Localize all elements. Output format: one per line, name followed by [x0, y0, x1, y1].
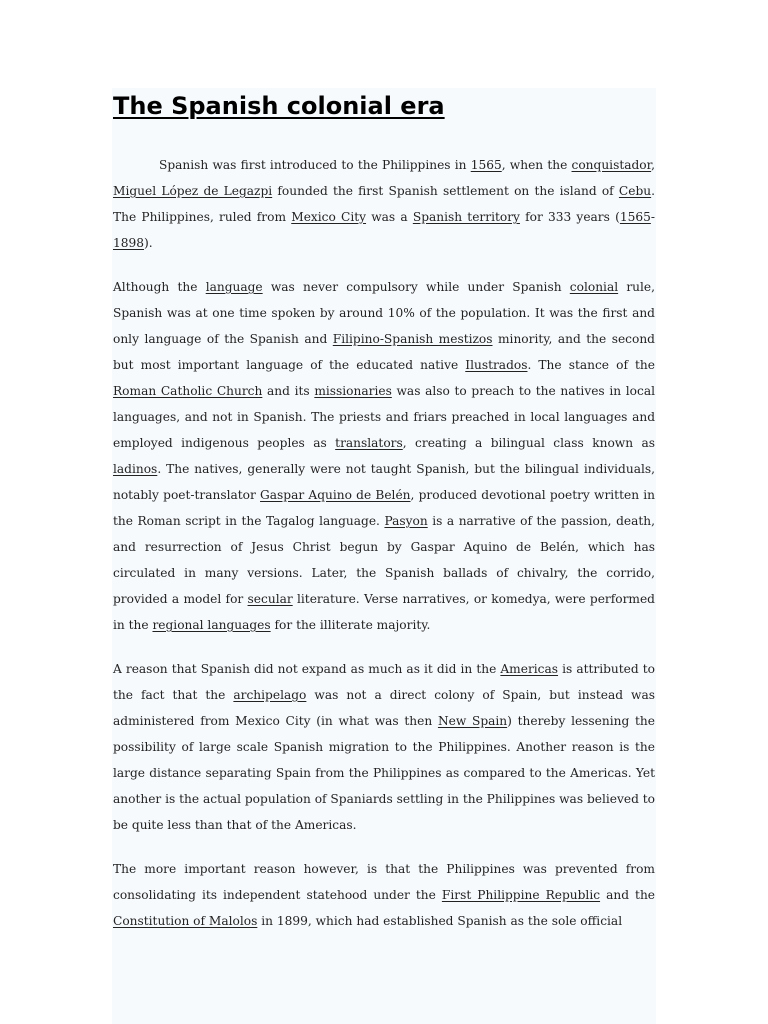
paragraph-text: in 1899, which had established Spanish as the sole official [257, 914, 623, 928]
paragraph-text: A reason that Spanish did not expand as much as it did in the [113, 662, 501, 676]
inline-link[interactable]: colonial [569, 280, 619, 294]
inline-link[interactable]: regional languages [152, 618, 271, 632]
inline-link[interactable]: Miguel López de Legazpi [113, 184, 273, 198]
paragraph [113, 152, 655, 256]
inline-link[interactable]: Americas [500, 662, 559, 676]
inline-link[interactable]: Ilustrados [465, 358, 528, 372]
inline-link[interactable]: archipelago [233, 688, 307, 702]
paragraph-text: was not a direct colony of Spain, but instead was administered from Mexico City (in what was then [113, 688, 655, 728]
paragraph-text: literature. Verse narratives, or komedya, were performed in the [113, 592, 655, 632]
document-page [112, 88, 656, 1024]
inline-link[interactable]: Roman Catholic Church [113, 384, 263, 398]
inline-link[interactable]: First Philippine Republic [441, 888, 601, 902]
inline-link[interactable]: Cebu [618, 184, 652, 198]
paragraph-text: , when the [501, 158, 572, 172]
inline-link[interactable]: conquistador [571, 158, 652, 172]
paragraph-text: The more important reason however, is that the Philippines was prevented from consolidating its independent statehood under the [113, 862, 655, 902]
inline-link[interactable]: New Spain [437, 714, 508, 728]
paragraph-text: was a [366, 210, 413, 224]
paragraph-text: was also to preach to the natives in local languages, and not in Spanish. The priests and friars preached in local languages and employed indigenous peoples as [113, 384, 655, 450]
paragraph-text: was never compulsory while under Spanish [262, 280, 570, 294]
paragraph [113, 656, 655, 838]
inline-link[interactable]: secular [247, 592, 293, 606]
paragraph-text: - [650, 210, 655, 224]
paragraph-text: , produced devotional poetry written in the Roman script in the Tagalog language. [113, 488, 655, 528]
article-body [113, 152, 655, 934]
paragraph-text: minority, and the second but most important language of the educated native [113, 332, 655, 372]
inline-link[interactable]: ladinos [113, 462, 158, 476]
paragraph-text: . The stance of the [527, 358, 655, 372]
inline-link[interactable]: Spanish territory [412, 210, 520, 224]
paragraph-text: ) thereby lessening the possibility of large scale Spanish migration to the Philippines. Another reason is the large distance separating Spain from the Philippines as compared to the Americas. Yet another is the actual population of Spaniards settling in the Philippines was believed to be quite less than that of the Americas. [113, 714, 655, 832]
inline-link[interactable]: 1898 [113, 236, 145, 250]
paragraph-text: and its [262, 384, 315, 398]
page-title: The Spanish colonial era [113, 92, 445, 120]
inline-link[interactable]: missionaries [314, 384, 392, 398]
paragraph-text: Although the [113, 280, 206, 294]
paragraph-text: Spanish was first introduced to the Philippines in [159, 158, 471, 172]
paragraph-text: founded the first Spanish settlement on the island of [272, 184, 619, 198]
paragraph-text: , creating a bilingual class known as [402, 436, 655, 450]
paragraph-text: is a narrative of the passion, death, and resurrection of Jesus Christ begun by Gaspar Aquino de Belén, which has circulated in many versions. Later, the Spanish ballads of chivalry, the corrido, provided a model for [113, 514, 655, 606]
paragraph-text: for 333 years ( [519, 210, 620, 224]
inline-link[interactable]: language [205, 280, 263, 294]
paragraph-text: is attributed to the fact that the [113, 662, 656, 702]
paragraph-text: . The natives, generally were not taught Spanish, but the bilingual individuals, notably poet-translator [113, 462, 655, 502]
inline-link[interactable]: Mexico City [291, 210, 367, 224]
paragraph-text: rule, Spanish was at one time spoken by around 10% of the population. It was the first and only language of the Spanish and [113, 280, 655, 346]
paragraph-text: ). [144, 236, 153, 250]
inline-link[interactable]: 1565 [619, 210, 651, 224]
paragraph [113, 856, 655, 934]
paragraph-text: and the [600, 888, 655, 902]
paragraph-text: for the illiterate majority. [270, 618, 431, 632]
inline-link[interactable]: 1565 [470, 158, 502, 172]
inline-link[interactable]: Gaspar Aquino de Belén [260, 488, 411, 502]
paragraph-text: . The Philippines, ruled from [113, 184, 655, 224]
inline-link[interactable]: Filipino-Spanish mestizos [332, 332, 493, 346]
document-content [112, 88, 656, 934]
paragraph-text: , [651, 158, 655, 172]
inline-link[interactable]: Constitution of Malolos [113, 914, 258, 928]
paragraph [113, 274, 655, 638]
inline-link[interactable]: translators [335, 436, 403, 450]
inline-link[interactable]: Pasyon [384, 514, 428, 528]
